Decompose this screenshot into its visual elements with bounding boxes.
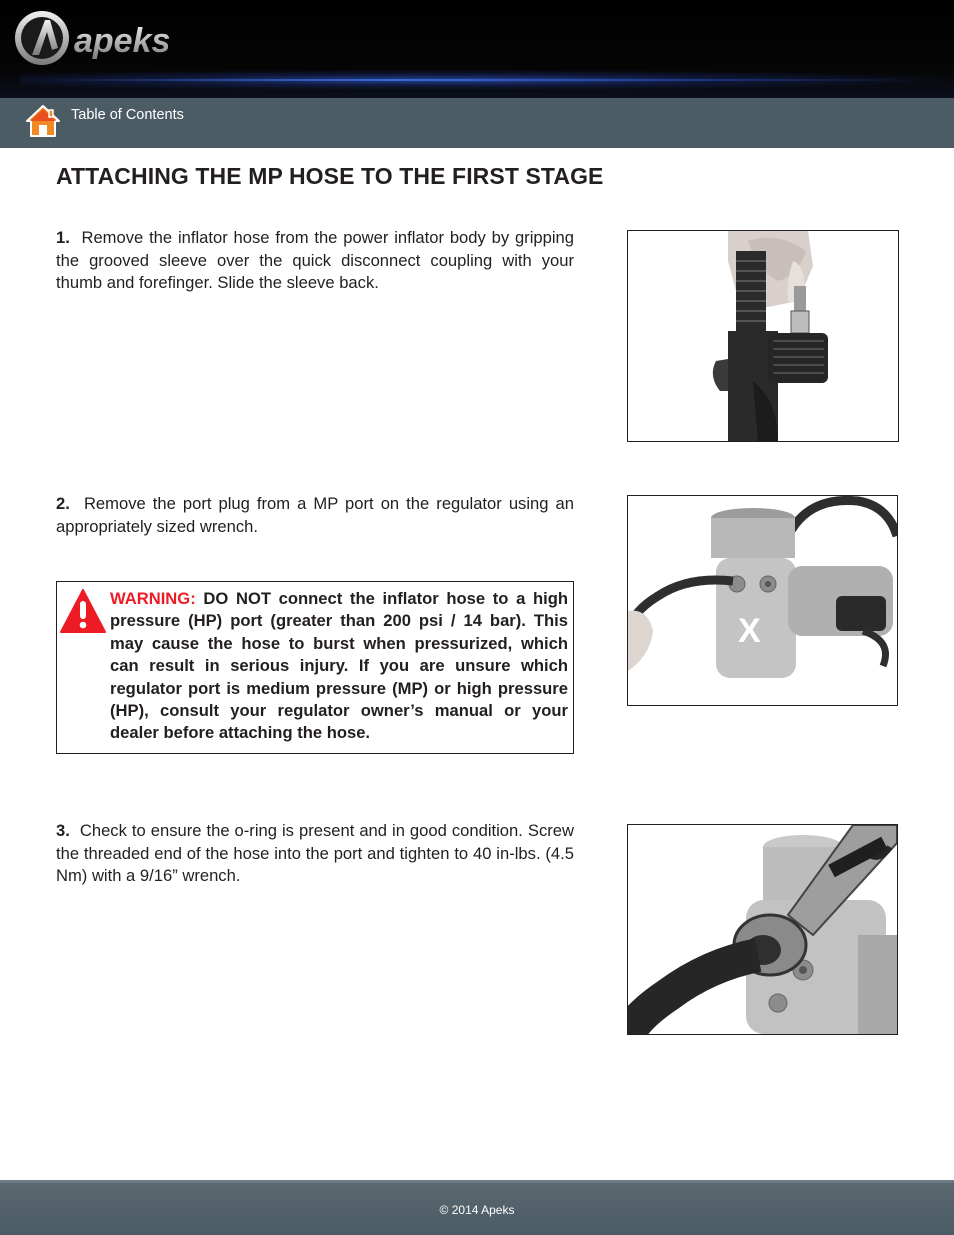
warning-body: DO NOT connect the inflator hose to a high pressure (HP) port (greater than 200 psi / 14 bar). This may cause the hose to burst when pressurized, which can result in serious injury. If you are unsure which regulator port is medium pressure (MP) or high pressure (HP), consult your regulator owner’s manual or your dealer before attaching the hose. <box>110 589 568 743</box>
photo-hose-tighten-wrench <box>627 824 898 1035</box>
warning-box <box>56 581 574 754</box>
step-2-text: Remove the port plug from a MP port on the regulator using an appropriately sized wrench. <box>56 494 574 536</box>
x-mark: X <box>738 612 761 650</box>
apeks-logo <box>12 8 242 68</box>
photo-regulator-port-plug <box>627 495 898 706</box>
table-of-contents-link[interactable]: Table of Contents <box>71 107 184 123</box>
footer-bar <box>0 1180 954 1235</box>
navigation-bar <box>0 98 954 148</box>
step-2 <box>56 493 574 538</box>
home-icon[interactable] <box>25 104 61 138</box>
step-1-text: Remove the inflator hose from the power inflator body by gripping the grooved sleeve over the quick disconnect coupling with your thumb and forefinger. Slide the sleeve back. <box>56 228 574 292</box>
apeks-wordmark <box>74 22 170 60</box>
header-bar <box>0 0 954 98</box>
page-title: ATTACHING THE MP HOSE TO THE FIRST STAGE <box>56 163 604 189</box>
step-1 <box>56 227 574 295</box>
step-3 <box>56 820 574 888</box>
photo-inflator-disconnect <box>627 230 899 442</box>
step-3-number: 3. <box>56 821 70 840</box>
step-2-number: 2. <box>56 494 70 513</box>
warning-label: WARNING: <box>110 589 196 608</box>
step-1-number: 1. <box>56 228 70 247</box>
warning-triangle-icon <box>60 588 106 634</box>
warning-text <box>110 588 568 745</box>
header-glow-line <box>40 79 920 81</box>
step-3-text: Check to ensure the o-ring is present and in good condition. Screw the threaded end of the hose into the port and tighten to 40 in-lbs. (4.5 Nm) with a 9/16” wrench. <box>56 821 574 885</box>
svg-text:apeks: apeks <box>74 22 171 60</box>
copyright-text: © 2014 Apeks <box>439 1203 515 1217</box>
